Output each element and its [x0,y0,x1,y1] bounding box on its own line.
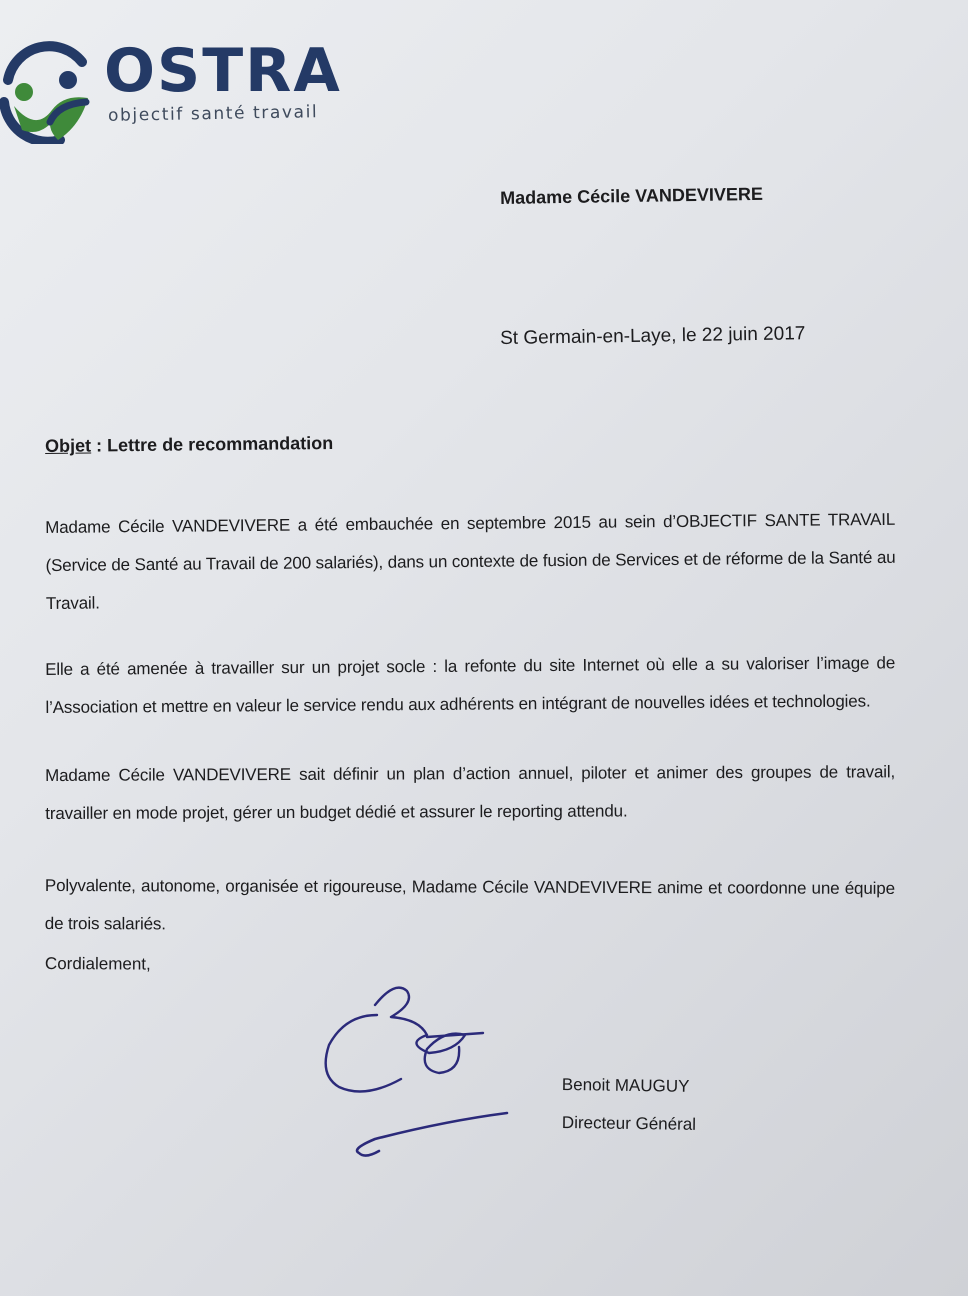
closing-salutation: Cordialement, [44,954,151,974]
body-paragraph-4: Polyvalente, autonome, organisée et rigoureuse, Madame Cécile VANDEVIVERE anime et coordonne une équipe de trois salariés. [44,875,895,934]
body-paragraph-1: Madame Cécile VANDEVIVERE a été embauchée en septembre 2015 au sein d’OBJECTIF SANTE TRAVAIL (Service de Santé au Travail de 200 salariés), dans un contexte de fusion de Services et de réforme de la Santé au Travail. [45,509,896,613]
logo-wordmark: OSTRA [104,36,342,106]
subject-separator: : [91,435,108,456]
ostra-logo-icon [0,40,96,144]
subject-text: Lettre de recommandation [107,432,334,456]
logo-tagline: objectif santé travail [107,102,319,126]
place-and-date: St Germain-en-Laye, le 22 juin 2017 [500,323,806,349]
recipient-name: Madame Cécile VANDEVIVERE [500,183,764,208]
body-paragraph-2: Elle a été amenée à travailler sur un projet socle : la refonte du site Internet où elle a su valoriser l’image de l’Association et mettre en valeur le service rendu aux adhérents en intégrant de nouvelles idées et technologies. [45,653,896,717]
body-paragraph-3: Madame Cécile VANDEVIVERE sait définir un plan d’action annuel, piloter et animer des groupes de travail, travailler en mode projet, gérer un budget dédié et assurer le reporting attendu. [45,762,896,823]
handwritten-signature [315,975,525,1170]
company-logo [0,38,380,148]
signer-title: Directeur Général [561,1113,697,1134]
subject-line [45,433,333,457]
signer-name: Benoit MAUGUY [561,1075,690,1096]
subject-label: Objet [45,435,92,456]
